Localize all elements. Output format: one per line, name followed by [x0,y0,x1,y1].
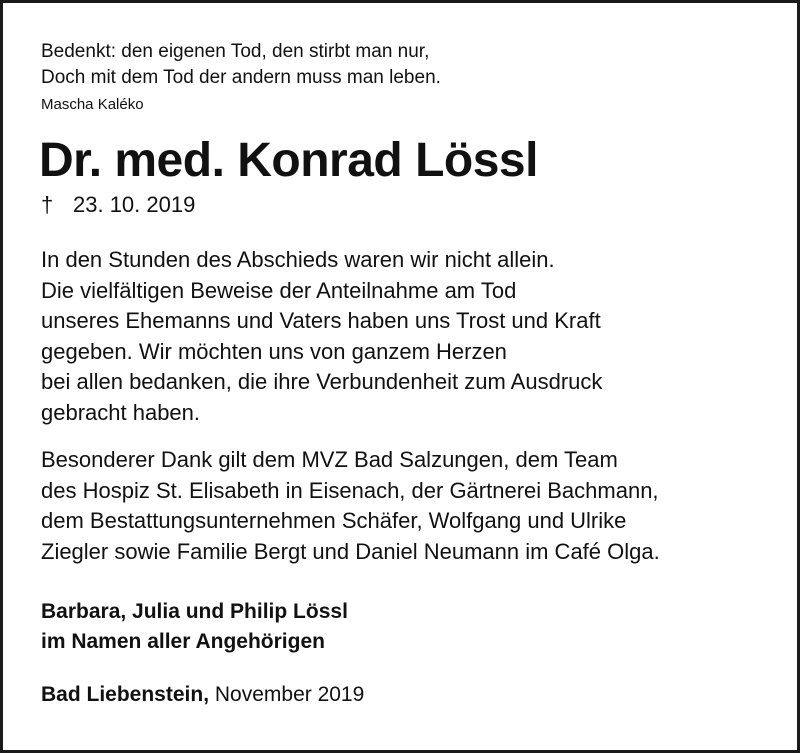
quote-line-2: Doch mit dem Tod der andern muss man leben. [41,67,441,88]
place-date [41,680,364,710]
paragraph-line: Ziegler sowie Familie Bergt und Daniel Neumann im Café Olga. [41,538,660,564]
place-city: Bad Liebenstein, [41,683,210,706]
place-month: November 2019 [214,683,365,706]
paragraph-line: gebracht haben. [41,399,201,425]
thanks-paragraph [41,245,602,428]
signers [41,597,348,657]
paragraph-line: In den Stunden des Abschieds waren wir nicht allein. [41,247,555,272]
paragraph-line: gegeben. Wir möchten uns von ganzem Herzen [41,338,507,364]
signers-note: im Namen aller Angehörigen [41,630,325,653]
paragraph-line: unseres Ehemanns und Vaters haben uns Trost und Kraft [41,308,601,333]
quote-author: Mascha Kaléko [41,96,144,113]
paragraph-line: Die vielfältigen Beweise der Anteilnahme am Tod [41,277,517,303]
quote [41,39,441,91]
quote-line-1: Bedenkt: den eigenen Tod, den stirbt man nur, [41,41,430,62]
paragraph-line: dem Bestattungsunternehmen Schäfer, Wolfgang und Ulrike [41,508,627,533]
special-thanks-paragraph [41,445,660,567]
paragraph-line: bei allen bedanken, die ihre Verbundenheit zum Ausdruck [41,369,603,394]
paragraph-line: Besonderer Dank gilt dem MVZ Bad Salzungen, dem Team [41,447,618,472]
death-date: 23. 10. 2019 [73,192,196,217]
death-date-line [41,190,195,220]
cross-icon: † [41,192,54,217]
deceased-name: Dr. med. Konrad Lössl [39,134,538,187]
signers-names: Barbara, Julia und Philip Lössl [41,600,348,623]
paragraph-line: des Hospiz St. Elisabeth in Eisenach, der Gärtnerei Bachmann, [41,477,659,503]
